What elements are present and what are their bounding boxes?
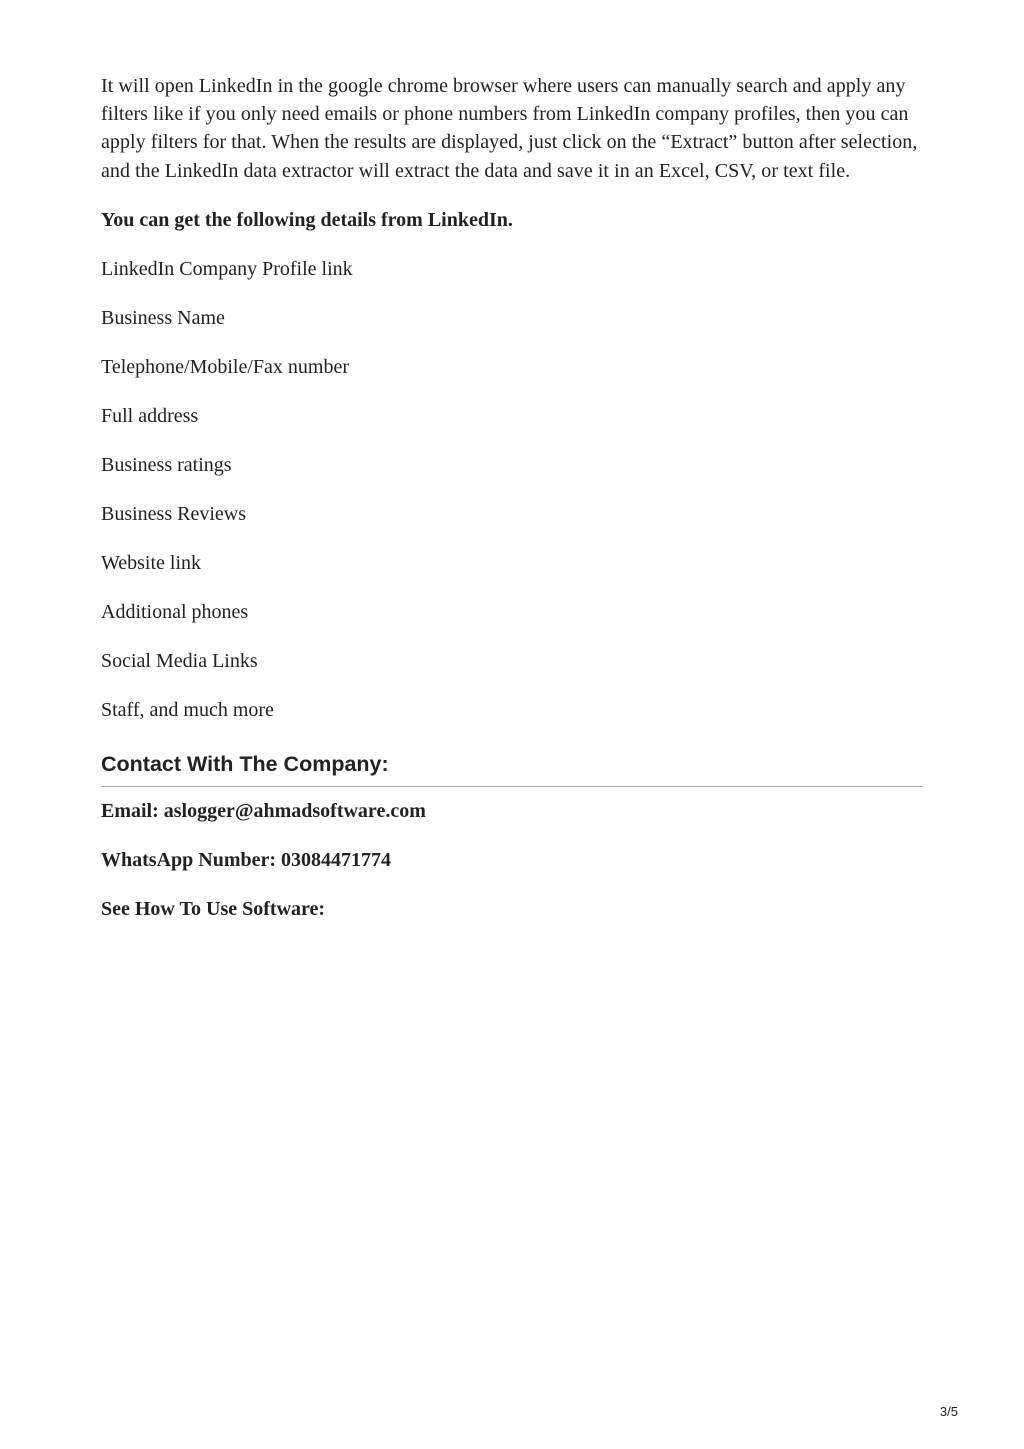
see-how-to-use-heading: See How To Use Software: (101, 897, 326, 920)
details-heading: You can get the following details from LinkedIn. (101, 208, 513, 231)
contact-heading: Contact With The Company: (101, 750, 923, 787)
detail-item-full-address: Full address (101, 404, 199, 427)
details-list (101, 255, 923, 724)
detail-item-website-link: Website link (101, 551, 202, 574)
detail-item-business-reviews: Business Reviews (101, 502, 246, 525)
detail-item-social-media-links: Social Media Links (101, 649, 258, 672)
detail-item-business-ratings: Business ratings (101, 453, 232, 476)
detail-item-additional-phones: Additional phones (101, 600, 249, 623)
detail-item-staff: Staff, and much more (101, 698, 274, 721)
intro-paragraph: It will open LinkedIn in the google chrome browser where users can manually search and apply any filters like if you only need emails or phone numbers from LinkedIn company profiles, then you can apply filters for that. When the results are displayed, just click on the “Extract” button after selection, and the LinkedIn data extractor will extract the data and save it in an Excel, CSV, or text file. (101, 75, 918, 182)
page-number: 3/5 (939, 1404, 958, 1419)
detail-item-business-name: Business Name (101, 306, 225, 329)
document-page (101, 72, 923, 923)
contact-email: Email: aslogger@ahmadsoftware.com (101, 799, 426, 822)
detail-item-phone-number: Telephone/Mobile/Fax number (101, 355, 349, 378)
contact-whatsapp: WhatsApp Number: 03084471774 (101, 848, 392, 871)
detail-item-profile-link: LinkedIn Company Profile link (101, 257, 353, 280)
